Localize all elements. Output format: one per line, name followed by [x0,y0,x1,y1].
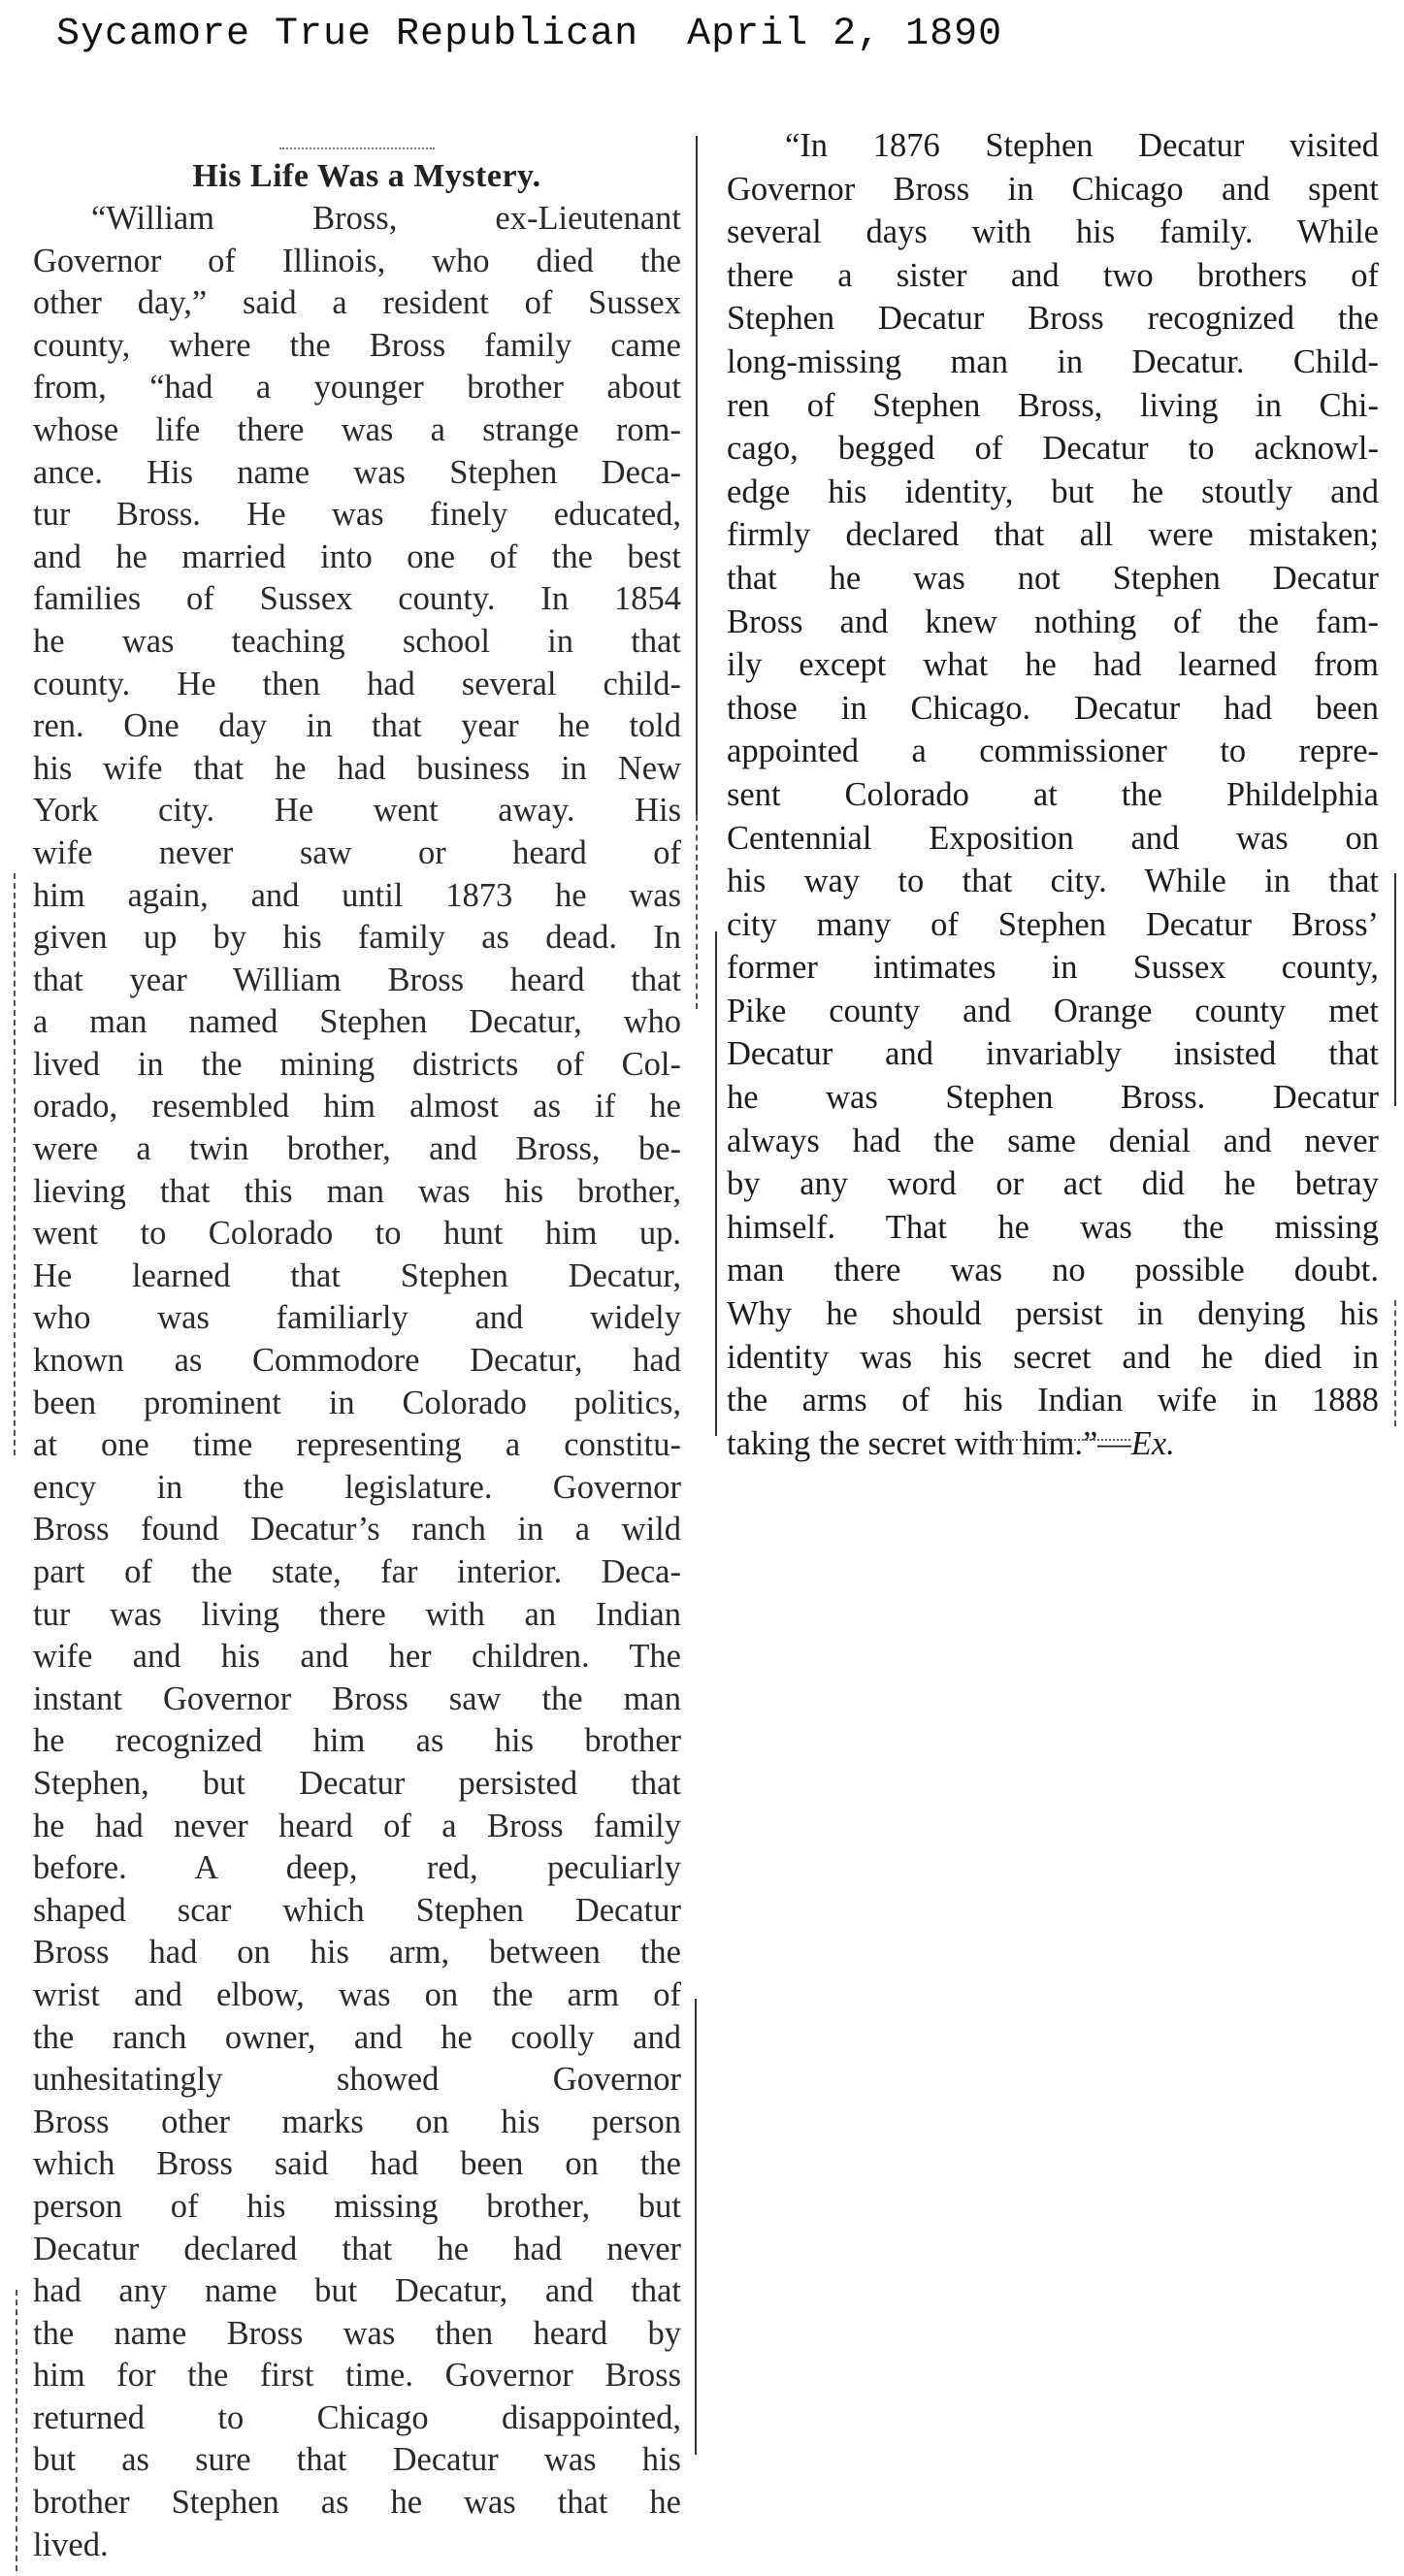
text-line: a man named Stephen Decatur, who [33,1003,681,1041]
text-line: had any name but Decatur, and that [33,2272,681,2310]
text-line: Governor of Illinois, who died the [33,242,681,279]
text-line: Bross and knew nothing of the fam- [727,603,1379,640]
text-line: who was familiarly and widely [33,1299,681,1337]
text-line: wife and his and her children. The [33,1638,681,1676]
text-line: part of the state, far interior. Deca- [33,1553,681,1590]
text-line: identity was his secret and he died in [727,1338,1379,1376]
text-line: he was teaching school in that [33,622,681,660]
text-line: cago, begged of Decatur to acknowl- [727,430,1379,468]
text-line: lieving that this man was his brother, [33,1172,681,1210]
text-line: he had never heard of a Bross family [33,1807,681,1844]
newspaper-masthead: Sycamore True Republican April 2, 1890 [56,13,1003,56]
text-line: always had the same denial and never [727,1122,1379,1159]
column-divider [14,873,16,1455]
text-line: edge his identity, but he stoutly and [727,473,1379,510]
text-line: Bross found Decatur’s ranch in a wild [33,1511,681,1549]
text-line: Decatur and invariably insisted that [727,1035,1379,1073]
text-line: but as sure that Decatur was his [33,2441,681,2479]
text-line: Governor Bross in Chicago and spent [727,170,1379,208]
article-headline: His Life Was a Mystery. [192,158,541,194]
text-line: several days with his family. While [727,213,1379,251]
text-line: long-missing man in Decatur. Child- [727,342,1379,380]
text-line: ency in the legislature. Governor [33,1468,681,1506]
text-line: wife never saw or heard of [33,833,681,871]
text-line: by any word or act did he betray [727,1165,1379,1203]
article-end-rule [985,1439,1130,1443]
text-line: county. He then had several child- [33,665,681,702]
text-line: the name Bross was then heard by [33,2314,681,2352]
headline-ornament-rule [279,147,435,151]
text-line: him for the first time. Governor Bross [33,2357,681,2395]
text-line: He learned that Stephen Decatur, [33,1256,681,1294]
text-line: unhesitatingly showed Governor [33,2061,681,2099]
article-left-column [33,146,681,2566]
text-line: tur Bross. He was finely educated, [33,496,681,534]
text-line: Bross other marks on his person [33,2103,681,2140]
text-line: Pike county and Orange county met [727,992,1379,1029]
text-line: before. A deep, red, peculiarly [33,1849,681,1887]
text-line: whose life there was a strange rom- [33,410,681,448]
text-line: his way to that city. While in that [727,863,1379,900]
text-line: city many of Stephen Decatur Bross’ [727,905,1379,943]
column-divider [695,1999,697,2455]
text-line: Why he should persist in denying his [727,1295,1379,1333]
text-line: orado, resembled him almost as if he [33,1088,681,1125]
text-line: shaped scar which Stephen Decatur [33,1891,681,1929]
text-line: those in Chicago. Decatur had been [727,689,1379,727]
text-line: taking the secret with him.”—Ex. [727,1424,1175,1462]
text-line: “In 1876 Stephen Decatur visited [785,127,1379,164]
text-line: York city. He went away. His [33,792,681,830]
text-line: brother Stephen as he was that he [33,2484,681,2522]
text-line: at one time representing a constitu- [33,1426,681,1464]
text-line: “William Bross, ex-Lieutenant [91,200,681,237]
text-line: families of Sussex county. In 1854 [33,580,681,618]
text-line: person of his missing brother, but [33,2187,681,2225]
text-line: and he married into one of the best [33,538,681,575]
text-line: lived. [33,2526,109,2563]
text-line: the ranch owner, and he coolly and [33,2018,681,2056]
text-line: been prominent in Colorado politics, [33,1384,681,1421]
text-line: lived in the mining districts of Col- [33,1045,681,1083]
text-line: former intimates in Sussex county, [727,949,1379,987]
text-line: appointed a commissioner to repre- [727,733,1379,770]
text-line: other day,” said a resident of Sussex [33,284,681,322]
column-divider [696,136,698,815]
text-line: Bross had on his arm, between the [33,1934,681,1972]
text-line: that year William Bross heard that [33,961,681,998]
text-line: instant Governor Bross saw the man [33,1679,681,1717]
text-line: that he was not Stephen Decatur [727,559,1379,597]
column-divider [1394,1300,1396,1426]
text-line: ren of Stephen Bross, living in Chi- [727,386,1379,424]
text-line: were a twin brother, and Bross, be- [33,1130,681,1168]
text-line: man there was no possible doubt. [727,1252,1379,1289]
text-line: returned to Chicago disappointed, [33,2398,681,2436]
text-line: ren. One day in that year he told [33,707,681,745]
text-line: ily except what he had learned from [727,646,1379,684]
text-line: sent Colorado at the Phildelphia [727,775,1379,813]
text-line: he recognized him as his brother [33,1722,681,1760]
text-line: his wife that he had business in New [33,749,681,787]
text-line: tur was living there with an Indian [33,1595,681,1633]
text-line: the arms of his Indian wife in 1888 [727,1382,1379,1419]
column-divider [715,931,717,1436]
text-line: he was Stephen Bross. Decatur [727,1079,1379,1117]
left-column-text [33,198,681,2566]
column-divider [696,815,698,1009]
article-right-column [727,124,1379,1465]
right-column-text [727,124,1379,1465]
text-line: went to Colorado to hunt him up. [33,1215,681,1253]
text-line: Stephen, but Decatur persisted that [33,1764,681,1802]
source-attribution: Ex. [1130,1424,1175,1462]
text-line: firmly declared that all were mistaken; [727,516,1379,554]
text-line: which Bross said had been on the [33,2145,681,2183]
column-divider [1394,873,1396,1106]
text-line: him again, and until 1873 he was [33,876,681,914]
text-line: county, where the Bross family came [33,326,681,364]
text-line: Decatur declared that he had never [33,2230,681,2267]
column-divider [16,2290,17,2571]
text-line: Centennial Exposition and was on [727,819,1379,857]
text-line: wrist and elbow, was on the arm of [33,1975,681,2013]
text-line: ance. His name was Stephen Deca- [33,453,681,491]
text-line: known as Commodore Decatur, had [33,1342,681,1380]
text-line: himself. That he was the missing [727,1208,1379,1246]
text-line: Stephen Decatur Bross recognized the [727,300,1379,338]
text-line: there a sister and two brothers of [727,256,1379,294]
text-line: given up by his family as dead. In [33,919,681,957]
text-line: from, “had a younger brother about [33,369,681,407]
